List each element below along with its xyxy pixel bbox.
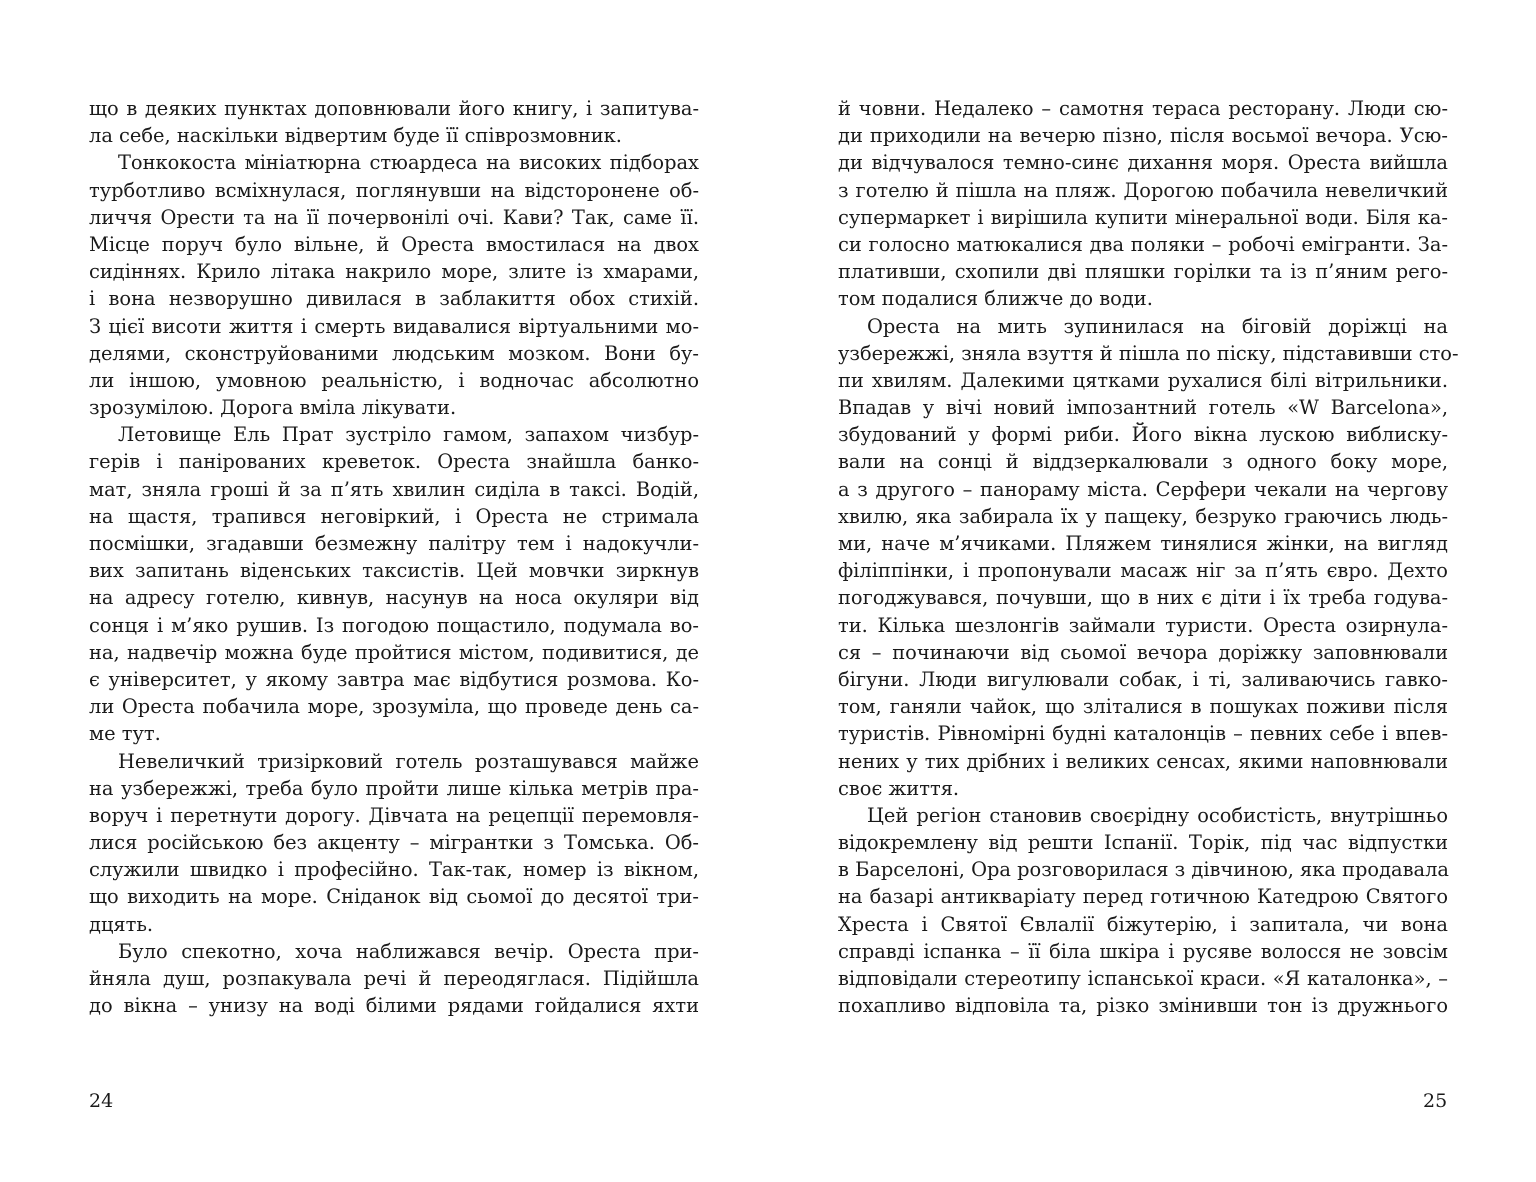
text-line: Цей регіон становив своєрідну особистість, внутрішньо <box>867 803 1448 827</box>
text-line: Летовище Ель Прат зустріло гамом, запахом чизбур- <box>118 423 699 447</box>
text-line: що виходить на море. Сніданок від сьомої до десятої три- <box>89 885 699 909</box>
text-line: том, ганяли чайок, що зліталися в пошуках поживи після <box>838 695 1448 719</box>
text-line: ся – починаючи від сьомої вечора доріжку заповнювали <box>838 640 1448 664</box>
text-line: воруч і перетнути дорогу. Дівчата на рецепції перемовля- <box>89 803 699 827</box>
text-line: ли іншою, умовною реальністю, і водночас абсолютно <box>89 368 699 392</box>
text-line: погоджувався, почувши, що в них є діти і їх треба годува- <box>838 586 1448 610</box>
text-line: ла себе, наскільки відвертим буде її співрозмовник. <box>89 124 622 148</box>
text-line: в Барселоні, Ора розговорилася з дівчиною, яка продавала <box>838 858 1449 882</box>
text-line: є університет, у якому завтра має відбутися розмова. Ко- <box>89 667 699 691</box>
text-line: Впадав у вічі новий імпозантний готель «W Barcelona», <box>838 396 1448 420</box>
text-line: хвилю, яка забирала їх у пащеку, безруко граючись людь- <box>838 504 1448 528</box>
left-page-number: 24 <box>89 1090 114 1112</box>
text-line: дцять. <box>89 912 154 936</box>
text-line: мат, зняла гроші й за п’ять хвилин сиділа в таксі. Водій, <box>89 477 699 501</box>
text-line: вих запитань віденських таксистів. Цей мовчки зиркнув <box>89 559 699 583</box>
text-line: ти. Кілька шезлонгів займали туристи. Ореста озирнула- <box>838 613 1448 637</box>
text-line: що в деяких пунктах доповнювали його книгу, і запитува- <box>89 97 699 120</box>
text-line: пи хвилям. Далекими цятками рухалися білі вітрильники. <box>838 368 1448 392</box>
text-line: ме тут. <box>89 722 161 746</box>
text-line: супермаркет і вирішила купити мінеральної води. Біля ка- <box>838 205 1448 229</box>
text-line: своє життя. <box>838 776 960 800</box>
text-line: зрозумілою. Дорога вміла лікувати. <box>89 396 457 420</box>
text-line: герів і панірованих креветок. Ореста знайшла банко- <box>89 450 699 474</box>
text-line: відокремлену від решти Іспанії. Торік, під час відпустки <box>838 831 1448 855</box>
text-line: ди відчувалося темно-синє дихання моря. Ореста вийшла <box>838 151 1448 175</box>
text-line: Тонкокоста мініатюрна стюардеса на високих підборах <box>118 151 699 175</box>
text-line: на адресу готелю, кивнув, насунув на носа окуляри від <box>89 586 699 610</box>
text-line: Ореста на мить зупинилася на біговій доріжці на <box>867 314 1448 338</box>
text-line: туристів. Рівномірні будні каталонців – певних себе і впев- <box>838 722 1448 746</box>
text-line: і вона незворушно дивилася в заблакиття обох стихій. <box>89 287 699 311</box>
text-line: Було спекотно, хоча наближався вечір. Ореста при- <box>118 939 699 963</box>
right-page-number: 25 <box>1423 1090 1448 1112</box>
text-line: Місце поруч було вільне, й Ореста вмостилася на двох <box>89 232 699 256</box>
text-line: плативши, схопили дві пляшки горілки та із п’яним рего- <box>838 260 1448 284</box>
text-line: й човни. Недалеко – самотня тераса ресторану. Люди сю- <box>838 97 1448 120</box>
text-line: а з другого – панораму міста. Серфери чекали на чергову <box>838 477 1448 501</box>
text-line: похапливо відповіла та, різко змінивши тон із дружнього <box>838 994 1448 1018</box>
text-line: делями, сконструйованими людським мозком. Вони бу- <box>89 341 699 365</box>
text-line: посмішки, згадавши безмежну палітру тем і надокучли- <box>89 532 699 555</box>
text-line: Невеличкий тризірковий готель розташувався майже <box>118 749 699 773</box>
text-line: Хреста і Святої Євлалії біжутерію, і запитала, чи вона <box>838 912 1448 936</box>
text-line: си голосно матюкалися два поляки – робочі емігранти. За- <box>838 232 1448 256</box>
text-line: з готелю й пішла на пляж. Дорогою побачила невеличкий <box>838 178 1448 202</box>
text-line: збудований у формі риби. Його вікна лускою виблиску- <box>838 423 1448 447</box>
text-line: відповідали стереотипу іспанської краси. «Я каталонка», – <box>838 967 1448 990</box>
text-line: до вікна – унизу на воді білими рядами гойдалися яхти <box>89 994 699 1018</box>
text-line: бігуни. Люди вигулювали собак, і ті, заливаючись гавко- <box>838 667 1448 691</box>
text-line: сидіннях. Крило літака накрило море, злите із хмарами, <box>89 260 699 284</box>
text-line: лися російською без акценту – мігрантки з Томська. Об- <box>89 831 699 855</box>
text-line: турботливо всміхнулася, поглянувши на відсторонене об- <box>89 178 699 202</box>
left-page-text <box>89 95 699 1019</box>
text-line: том подалися ближче до води. <box>838 287 1153 311</box>
text-line: служили швидко і професійно. Так-так, номер із вікном, <box>89 858 699 882</box>
text-line: ми, наче м’ячиками. Пляжем тинялися жінки, на вигляд <box>838 532 1448 555</box>
text-line: ди приходили на вечерю пізно, після восьмої вечора. Усю- <box>838 124 1448 148</box>
text-line: на щастя, трапився неговіркий, і Ореста не стримала <box>89 504 699 528</box>
text-line: нених у тих дрібних і великих сенсах, якими наповнювали <box>838 749 1448 773</box>
right-page-text <box>838 95 1459 1019</box>
text-line: вали на сонці й віддзеркалювали з одного боку море, <box>838 450 1448 474</box>
text-line: справді іспанка – її біла шкіра і русяве волосся не зовсім <box>838 939 1448 963</box>
text-line: сонця і м’яко рушив. Із погодою пощастило, подумала во- <box>89 613 699 637</box>
text-line: узбережжі, зняла взуття й пішла по піску, підставивши сто- <box>838 341 1459 365</box>
text-line: личчя Орести та на її почервонілі очі. Кави? Так, саме її. <box>89 205 699 229</box>
text-line: на узбережжі, треба було пройти лише кілька метрів пра- <box>89 776 699 800</box>
text-line: З цієї висоти життя і смерть видавалися віртуальними мо- <box>89 314 699 338</box>
text-line: ли Ореста побачила море, зрозуміла, що проведе день са- <box>89 695 699 719</box>
text-line: на, надвечір можна буде пройтися містом, подивитися, де <box>89 640 699 664</box>
text-line: філіппінки, і пропонували масаж ніг за п’ять євро. Дехто <box>838 559 1448 583</box>
text-line: на базарі антикваріату перед готичною Катедрою Святого <box>838 885 1448 909</box>
text-line: йняла душ, розпакувала речі й переодяглася. Підійшла <box>89 967 699 990</box>
